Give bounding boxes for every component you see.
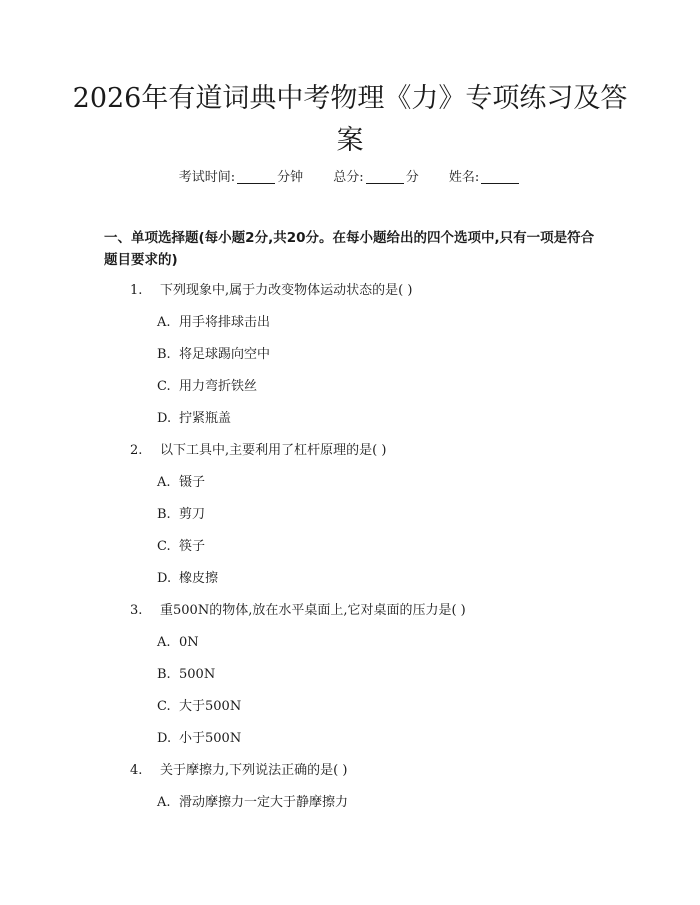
- answer-option: [0, 499, 700, 531]
- question-number: 1.: [130, 283, 143, 298]
- option-text: 用手将排球击出: [179, 315, 271, 330]
- answer-option: [0, 723, 700, 755]
- exam-time-label: 考试时间:: [178, 170, 236, 185]
- name-field: [449, 168, 521, 188]
- answer-option: [0, 627, 700, 659]
- question-stem: 关于摩擦力,下列说法正确的是( ): [160, 763, 348, 778]
- option-letter: C.: [157, 699, 171, 714]
- option-letter: A.: [157, 315, 171, 330]
- option-text: 拧紧瓶盖: [179, 411, 232, 426]
- option-letter: A.: [157, 795, 171, 810]
- option-letter: D.: [157, 571, 172, 586]
- option-text: 滑动摩擦力一定大于静摩擦力: [179, 795, 349, 810]
- document-title: 2026年有道词典中考物理《力》专项练习及答案: [72, 83, 628, 156]
- answer-option: [0, 339, 700, 371]
- option-letter: D.: [157, 411, 172, 426]
- answer-option: [0, 659, 700, 691]
- question-stem: 重500N的物体,放在水平桌面上,它对桌面的压力是( ): [160, 603, 466, 618]
- option-letter: C.: [157, 539, 171, 554]
- option-text: 筷子: [179, 539, 206, 554]
- question-number: 4.: [130, 763, 143, 778]
- exam-time-field: [179, 168, 303, 188]
- option-letter: D.: [157, 731, 172, 746]
- name-label: 姓名:: [448, 170, 480, 185]
- option-text: 用力弯折铁丝: [179, 379, 258, 394]
- question-stem: 下列现象中,属于力改变物体运动状态的是( ): [160, 283, 413, 298]
- answer-option: [0, 531, 700, 563]
- option-text: 将足球踢向空中: [179, 347, 271, 362]
- option-letter: A.: [157, 635, 171, 650]
- exam-time-unit: 分钟: [277, 170, 304, 185]
- question-list: [0, 275, 700, 819]
- option-text: 剪刀: [179, 507, 206, 522]
- answer-option: [0, 691, 700, 723]
- answer-option: [0, 371, 700, 403]
- option-text: 大于500N: [179, 699, 242, 714]
- answer-option: [0, 307, 700, 339]
- answer-option: [0, 563, 700, 595]
- option-letter: C.: [157, 379, 171, 394]
- question-item: [0, 595, 700, 627]
- question-stem: 以下工具中,主要利用了杠杆原理的是( ): [160, 443, 387, 458]
- answer-option: [0, 467, 700, 499]
- total-score-unit: 分: [405, 170, 419, 185]
- option-letter: B.: [157, 347, 171, 362]
- option-text: 橡皮擦: [179, 571, 219, 586]
- total-score-label: 总分:: [333, 170, 364, 185]
- total-score-field: [333, 168, 418, 188]
- option-text: 小于500N: [179, 731, 242, 746]
- answer-option: [0, 787, 700, 819]
- option-text: 镊子: [179, 475, 206, 490]
- total-score-blank: [366, 169, 404, 184]
- option-letter: A.: [157, 475, 171, 490]
- exam-meta-line: [0, 168, 700, 188]
- question-item: [0, 435, 700, 467]
- option-text: 0N: [179, 635, 199, 650]
- question-item: [0, 755, 700, 787]
- name-blank: [481, 169, 519, 184]
- exam-time-blank: [237, 169, 275, 184]
- question-item: [0, 275, 700, 307]
- option-letter: B.: [157, 507, 171, 522]
- question-number: 2.: [130, 443, 143, 458]
- answer-option: [0, 403, 700, 435]
- option-text: 500N: [179, 667, 216, 682]
- option-letter: B.: [157, 667, 171, 682]
- section-title: 一、单项选择题(每小题2分,共20分。在每小题给出的四个选项中,只有一项是符合题目要求的): [104, 230, 595, 268]
- question-number: 3.: [130, 603, 143, 618]
